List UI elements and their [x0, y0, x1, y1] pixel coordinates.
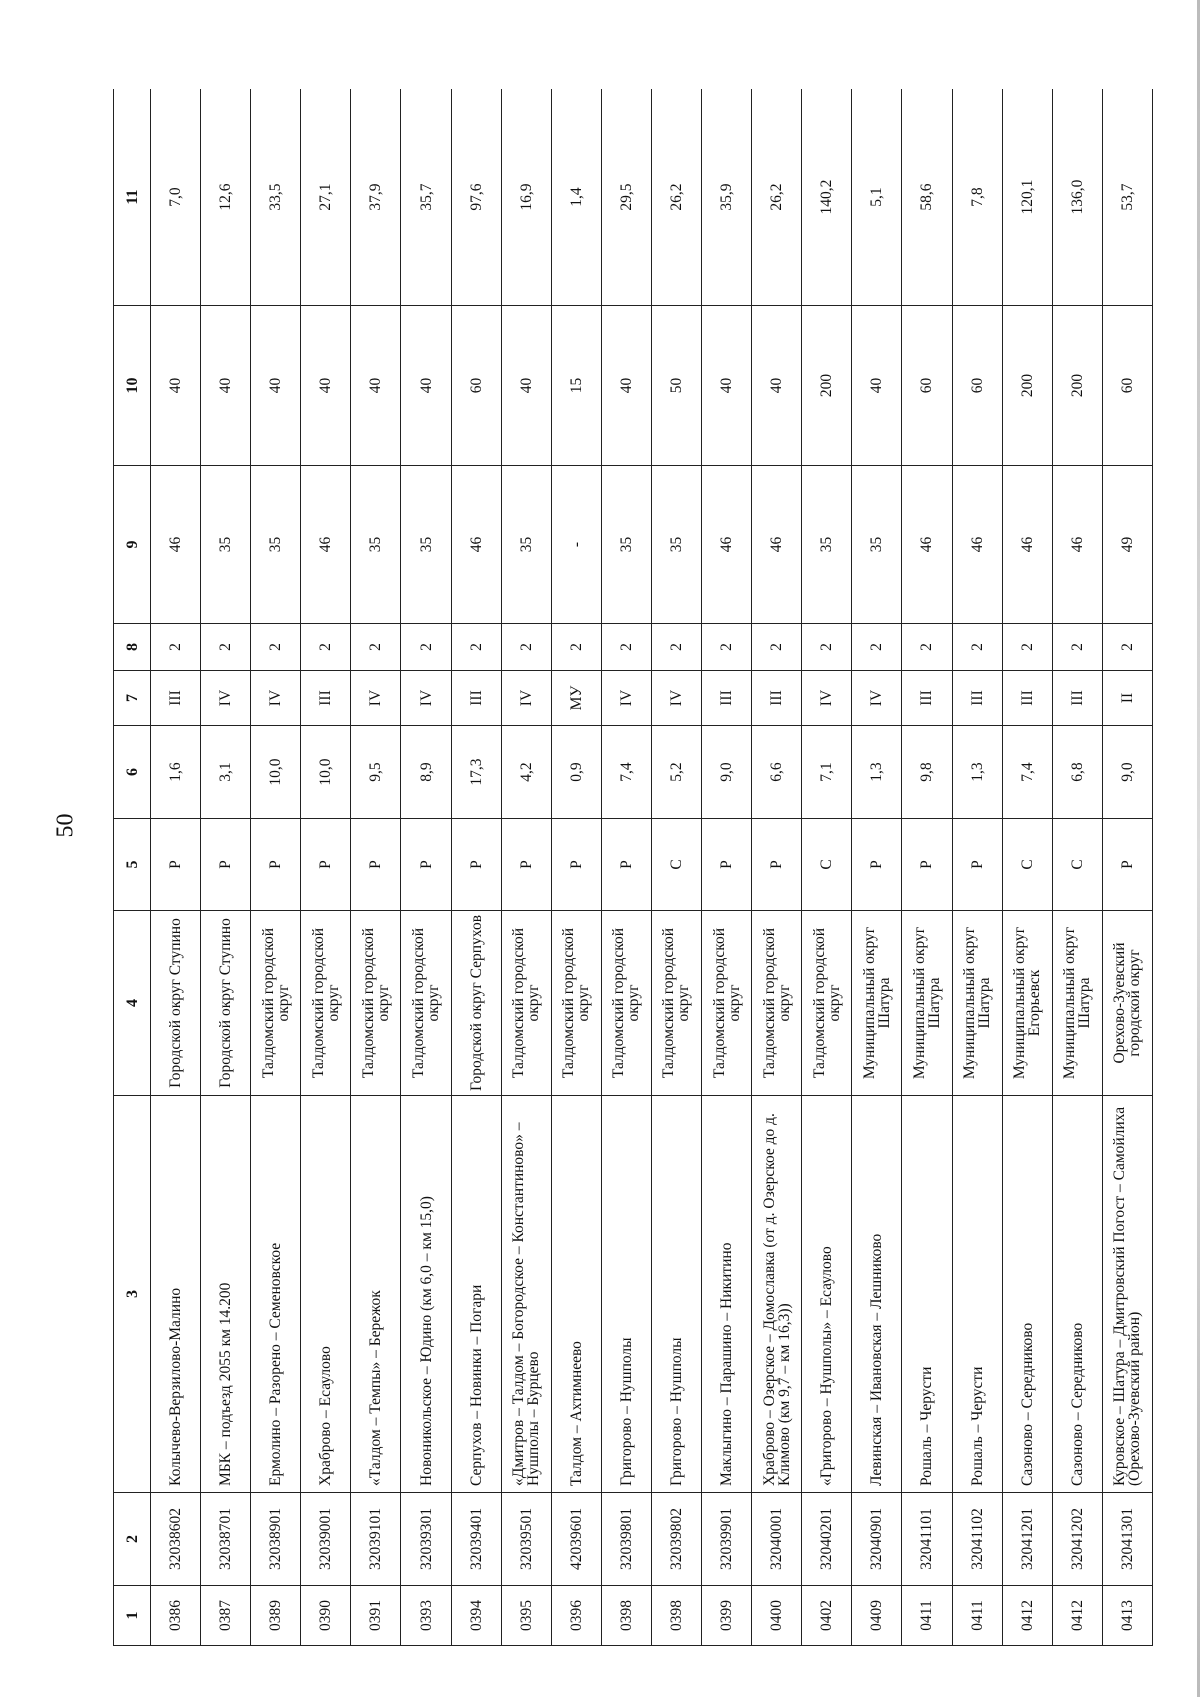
cell-col-7: IV	[351, 671, 401, 726]
table-row	[251, 89, 301, 1646]
cell-col-7: II	[1102, 671, 1152, 726]
cell-col-1: 0411	[902, 1586, 952, 1646]
cell-col-6: 6,8	[1052, 726, 1102, 819]
cell-col-2: 32041201	[1002, 1493, 1052, 1586]
cell-col-1: 0393	[401, 1586, 451, 1646]
cell-col-8: 2	[1052, 624, 1102, 671]
cell-col-1: 0391	[351, 1586, 401, 1646]
cell-col-1: 0394	[451, 1586, 501, 1646]
cell-col-11: 97,6	[451, 89, 501, 306]
cell-col-10: 60	[902, 306, 952, 466]
cell-col-9: 35	[601, 466, 651, 624]
cell-col-8: 2	[451, 624, 501, 671]
cell-col-9: 35	[802, 466, 852, 624]
cell-col-3: Серпухов – Новинки – Погари	[451, 1096, 501, 1493]
cell-col-3: МБК – подъезд 2055 км 14.200	[201, 1096, 251, 1493]
cell-col-8: 2	[952, 624, 1002, 671]
cell-col-11: 5,1	[852, 89, 902, 306]
cell-col-5: Р	[151, 819, 201, 911]
cell-col-3: Григорово – Нушполы	[601, 1096, 651, 1493]
cell-col-6: 9,0	[1102, 726, 1152, 819]
cell-col-7: III	[451, 671, 501, 726]
cell-col-5: Р	[251, 819, 301, 911]
col-header-5: 5	[114, 819, 151, 911]
cell-col-5: Р	[451, 819, 501, 911]
table-row	[301, 89, 351, 1646]
cell-col-9: 46	[1052, 466, 1102, 624]
cell-col-7: III	[902, 671, 952, 726]
cell-col-5: С	[1002, 819, 1052, 911]
cell-col-1: 0409	[852, 1586, 902, 1646]
cell-col-7: III	[151, 671, 201, 726]
cell-col-1: 0411	[952, 1586, 1002, 1646]
col-header-7: 7	[114, 671, 151, 726]
cell-col-10: 60	[451, 306, 501, 466]
document-table-frame	[113, 89, 1153, 1646]
cell-col-2: 32041102	[952, 1493, 1002, 1586]
cell-col-7: IV	[401, 671, 451, 726]
table-row	[551, 89, 601, 1646]
cell-col-9: -	[551, 466, 601, 624]
table-row	[1002, 89, 1052, 1646]
cell-col-10: 50	[651, 306, 701, 466]
table-row	[1102, 89, 1152, 1646]
cell-col-11: 35,7	[401, 89, 451, 306]
cell-col-4: Талдомский городской округ	[651, 911, 701, 1096]
cell-col-11: 29,5	[601, 89, 651, 306]
cell-col-8: 2	[551, 624, 601, 671]
cell-col-9: 35	[852, 466, 902, 624]
col-header-6: 6	[114, 726, 151, 819]
cell-col-9: 46	[952, 466, 1002, 624]
cell-col-8: 2	[802, 624, 852, 671]
table-row	[1052, 89, 1102, 1646]
cell-col-3: Куровское – Шатура – Дмитровский Погост – Самойлиха (Орехово-Зуевский район)	[1102, 1096, 1152, 1493]
cell-col-2: 32040201	[802, 1493, 852, 1586]
cell-col-8: 2	[1002, 624, 1052, 671]
cell-col-1: 0386	[151, 1586, 201, 1646]
cell-col-4: Орехово-Зуевский городской округ	[1102, 911, 1152, 1096]
cell-col-8: 2	[902, 624, 952, 671]
cell-col-11: 35,9	[702, 89, 752, 306]
cell-col-11: 33,5	[251, 89, 301, 306]
cell-col-9: 35	[201, 466, 251, 624]
rotated-table-wrapper	[113, 89, 1153, 1646]
cell-col-6: 8,9	[401, 726, 451, 819]
cell-col-6: 17,3	[451, 726, 501, 819]
col-header-1: 1	[114, 1586, 151, 1646]
table-row	[151, 89, 201, 1646]
cell-col-6: 9,5	[351, 726, 401, 819]
cell-col-4: Талдомский городской округ	[251, 911, 301, 1096]
cell-col-8: 2	[1102, 624, 1152, 671]
cell-col-3: Сазоново – Середниково	[1052, 1096, 1102, 1493]
cell-col-11: 26,2	[752, 89, 802, 306]
cell-col-9: 46	[301, 466, 351, 624]
cell-col-6: 6,6	[752, 726, 802, 819]
cell-col-7: IV	[852, 671, 902, 726]
cell-col-6: 4,2	[501, 726, 551, 819]
cell-col-1: 0402	[802, 1586, 852, 1646]
cell-col-11: 120,1	[1002, 89, 1052, 306]
cell-col-9: 35	[401, 466, 451, 624]
cell-col-10: 40	[852, 306, 902, 466]
cell-col-3: Маклыгино – Парашино – Никитино	[702, 1096, 752, 1493]
cell-col-3: Ермолино – Разорено – Семеновское	[251, 1096, 301, 1493]
cell-col-7: III	[952, 671, 1002, 726]
cell-col-7: МУ	[551, 671, 601, 726]
table-row	[852, 89, 902, 1646]
cell-col-9: 35	[651, 466, 701, 624]
cell-col-8: 2	[752, 624, 802, 671]
col-header-3: 3	[114, 1096, 151, 1493]
cell-col-2: 32039801	[601, 1493, 651, 1586]
cell-col-6: 10,0	[251, 726, 301, 819]
cell-col-11: 12,6	[201, 89, 251, 306]
cell-col-7: III	[301, 671, 351, 726]
page-number: 50	[52, 813, 79, 838]
cell-col-4: Городской округ Серпухов	[451, 911, 501, 1096]
cell-col-5: Р	[351, 819, 401, 911]
table-row	[201, 89, 251, 1646]
cell-col-9: 46	[752, 466, 802, 624]
cell-col-9: 46	[902, 466, 952, 624]
col-header-11: 11	[114, 89, 151, 306]
cell-col-7: IV	[601, 671, 651, 726]
cell-col-8: 2	[401, 624, 451, 671]
cell-col-10: 40	[151, 306, 201, 466]
table-row	[702, 89, 752, 1646]
table-row	[952, 89, 1002, 1646]
cell-col-7: III	[752, 671, 802, 726]
cell-col-7: IV	[251, 671, 301, 726]
cell-col-5: Р	[952, 819, 1002, 911]
cell-col-3: Колычево-Верзилово-Малино	[151, 1096, 201, 1493]
cell-col-3: Храброво – Озерское – Домославка (от д. Озерское до д. Климово (км 9,7 – км 16,3))	[752, 1096, 802, 1493]
cell-col-2: 32039301	[401, 1493, 451, 1586]
cell-col-4: Талдомский городской округ	[601, 911, 651, 1096]
roads-table	[113, 89, 1153, 1646]
cell-col-3: Новоникольское – Юдино (км 6,0 – км 15,0)	[401, 1096, 451, 1493]
cell-col-5: Р	[301, 819, 351, 911]
cell-col-7: IV	[201, 671, 251, 726]
cell-col-10: 200	[1002, 306, 1052, 466]
cell-col-5: Р	[201, 819, 251, 911]
cell-col-4: Муниципальный округ Шатура	[852, 911, 902, 1096]
cell-col-9: 46	[1002, 466, 1052, 624]
cell-col-2: 32039001	[301, 1493, 351, 1586]
cell-col-11: 7,0	[151, 89, 201, 306]
cell-col-4: Талдомский городской округ	[702, 911, 752, 1096]
cell-col-1: 0389	[251, 1586, 301, 1646]
cell-col-7: IV	[651, 671, 701, 726]
cell-col-5: С	[1052, 819, 1102, 911]
cell-col-3: Левинская – Ивановская – Лешниково	[852, 1096, 902, 1493]
cell-col-5: С	[651, 819, 701, 911]
col-header-8: 8	[114, 624, 151, 671]
cell-col-11: 53,7	[1102, 89, 1152, 306]
cell-col-6: 1,6	[151, 726, 201, 819]
cell-col-4: Талдомский городской округ	[752, 911, 802, 1096]
cell-col-10: 200	[1052, 306, 1102, 466]
cell-col-1: 0413	[1102, 1586, 1152, 1646]
table-row	[401, 89, 451, 1646]
cell-col-10: 60	[1102, 306, 1152, 466]
cell-col-10: 40	[401, 306, 451, 466]
cell-col-3: «Дмитров – Талдом – Богородское – Константиново» – Нушполы – Бурцево	[501, 1096, 551, 1493]
cell-col-3: «Григорово – Нушполы» – Есаулово	[802, 1096, 852, 1493]
cell-col-8: 2	[501, 624, 551, 671]
cell-col-5: Р	[702, 819, 752, 911]
cell-col-3: Талдом – Ахтимнеево	[551, 1096, 601, 1493]
table-row	[351, 89, 401, 1646]
cell-col-5: Р	[752, 819, 802, 911]
cell-col-4: Муниципальный округ Шатура	[952, 911, 1002, 1096]
cell-col-5: Р	[1102, 819, 1152, 911]
cell-col-6: 7,4	[601, 726, 651, 819]
cell-col-2: 32038701	[201, 1493, 251, 1586]
cell-col-1: 0390	[301, 1586, 351, 1646]
cell-col-2: 32040001	[752, 1493, 802, 1586]
cell-col-10: 40	[351, 306, 401, 466]
cell-col-2: 32041202	[1052, 1493, 1102, 1586]
cell-col-6: 1,3	[952, 726, 1002, 819]
cell-col-4: Муниципальный округ Шатура	[1052, 911, 1102, 1096]
cell-col-6: 0,9	[551, 726, 601, 819]
cell-col-1: 0398	[601, 1586, 651, 1646]
col-header-10: 10	[114, 306, 151, 466]
cell-col-2: 32041301	[1102, 1493, 1152, 1586]
cell-col-4: Талдомский городской округ	[301, 911, 351, 1096]
cell-col-2: 32039101	[351, 1493, 401, 1586]
cell-col-3: Храброво – Есаулово	[301, 1096, 351, 1493]
cell-col-11: 37,9	[351, 89, 401, 306]
cell-col-3: Рошаль – Черусти	[952, 1096, 1002, 1493]
cell-col-9: 46	[702, 466, 752, 624]
table-row	[601, 89, 651, 1646]
cell-col-4: Талдомский городской округ	[501, 911, 551, 1096]
cell-col-7: III	[702, 671, 752, 726]
cell-col-2: 42039601	[551, 1493, 601, 1586]
cell-col-5: С	[802, 819, 852, 911]
cell-col-4: Муниципальный округ Шатура	[902, 911, 952, 1096]
cell-col-10: 200	[802, 306, 852, 466]
cell-col-7: IV	[802, 671, 852, 726]
col-header-4: 4	[114, 911, 151, 1096]
cell-col-4: Городской округ Ступино	[151, 911, 201, 1096]
cell-col-1: 0395	[501, 1586, 551, 1646]
cell-col-3: Рошаль – Черусти	[902, 1096, 952, 1493]
cell-col-6: 5,2	[651, 726, 701, 819]
cell-col-7: IV	[501, 671, 551, 726]
cell-col-2: 32038602	[151, 1493, 201, 1586]
cell-col-8: 2	[201, 624, 251, 671]
cell-col-11: 140,2	[802, 89, 852, 306]
cell-col-10: 40	[501, 306, 551, 466]
cell-col-9: 35	[501, 466, 551, 624]
cell-col-1: 0396	[551, 1586, 601, 1646]
cell-col-11: 136,0	[1052, 89, 1102, 306]
cell-col-5: Р	[501, 819, 551, 911]
cell-col-6: 7,4	[1002, 726, 1052, 819]
cell-col-5: Р	[601, 819, 651, 911]
cell-col-5: Р	[852, 819, 902, 911]
cell-col-2: 32039901	[702, 1493, 752, 1586]
col-header-9: 9	[114, 466, 151, 624]
table-row	[752, 89, 802, 1646]
cell-col-1: 0412	[1052, 1586, 1102, 1646]
table-body	[151, 89, 1153, 1646]
cell-col-6: 9,0	[702, 726, 752, 819]
table-row	[802, 89, 852, 1646]
cell-col-5: Р	[551, 819, 601, 911]
cell-col-8: 2	[601, 624, 651, 671]
cell-col-10: 40	[601, 306, 651, 466]
cell-col-4: Талдомский городской округ	[401, 911, 451, 1096]
cell-col-4: Городской округ Ступино	[201, 911, 251, 1096]
cell-col-11: 16,9	[501, 89, 551, 306]
cell-col-10: 60	[952, 306, 1002, 466]
table-row	[451, 89, 501, 1646]
cell-col-11: 58,6	[902, 89, 952, 306]
cell-col-11: 27,1	[301, 89, 351, 306]
cell-col-11: 1,4	[551, 89, 601, 306]
cell-col-1: 0400	[752, 1586, 802, 1646]
cell-col-6: 1,3	[852, 726, 902, 819]
table-row	[902, 89, 952, 1646]
cell-col-7: III	[1052, 671, 1102, 726]
table-row	[651, 89, 701, 1646]
cell-col-2: 32041101	[902, 1493, 952, 1586]
cell-col-2: 32040901	[852, 1493, 902, 1586]
cell-col-3: Григорово – Нушполы	[651, 1096, 701, 1493]
cell-col-4: Талдомский городской округ	[351, 911, 401, 1096]
cell-col-10: 15	[551, 306, 601, 466]
cell-col-8: 2	[651, 624, 701, 671]
table-row	[501, 89, 551, 1646]
cell-col-3: Сазоново – Середниково	[1002, 1096, 1052, 1493]
cell-col-2: 32039501	[501, 1493, 551, 1586]
cell-col-11: 7,8	[952, 89, 1002, 306]
cell-col-1: 0412	[1002, 1586, 1052, 1646]
cell-col-10: 40	[251, 306, 301, 466]
cell-col-10: 40	[301, 306, 351, 466]
cell-col-6: 9,8	[902, 726, 952, 819]
cell-col-6: 7,1	[802, 726, 852, 819]
cell-col-10: 40	[702, 306, 752, 466]
cell-col-10: 40	[201, 306, 251, 466]
cell-col-6: 10,0	[301, 726, 351, 819]
cell-col-2: 32038901	[251, 1493, 301, 1586]
header-row	[114, 89, 151, 1646]
cell-col-8: 2	[251, 624, 301, 671]
cell-col-9: 49	[1102, 466, 1152, 624]
cell-col-9: 46	[451, 466, 501, 624]
cell-col-8: 2	[351, 624, 401, 671]
cell-col-2: 32039401	[451, 1493, 501, 1586]
cell-col-1: 0398	[651, 1586, 701, 1646]
cell-col-8: 2	[702, 624, 752, 671]
cell-col-4: Муниципальный округ Егорьевск	[1002, 911, 1052, 1096]
cell-col-6: 3,1	[201, 726, 251, 819]
cell-col-8: 2	[151, 624, 201, 671]
cell-col-7: III	[1002, 671, 1052, 726]
cell-col-5: Р	[401, 819, 451, 911]
cell-col-3: «Талдом – Темпы» – Бережок	[351, 1096, 401, 1493]
cell-col-9: 46	[151, 466, 201, 624]
cell-col-5: Р	[902, 819, 952, 911]
cell-col-9: 35	[351, 466, 401, 624]
cell-col-4: Талдомский городской округ	[802, 911, 852, 1096]
col-header-2: 2	[114, 1493, 151, 1586]
cell-col-10: 40	[752, 306, 802, 466]
cell-col-11: 26,2	[651, 89, 701, 306]
cell-col-8: 2	[301, 624, 351, 671]
cell-col-4: Талдомский городской округ	[551, 911, 601, 1096]
cell-col-8: 2	[852, 624, 902, 671]
cell-col-9: 35	[251, 466, 301, 624]
cell-col-1: 0399	[702, 1586, 752, 1646]
cell-col-2: 32039802	[651, 1493, 701, 1586]
cell-col-1: 0387	[201, 1586, 251, 1646]
